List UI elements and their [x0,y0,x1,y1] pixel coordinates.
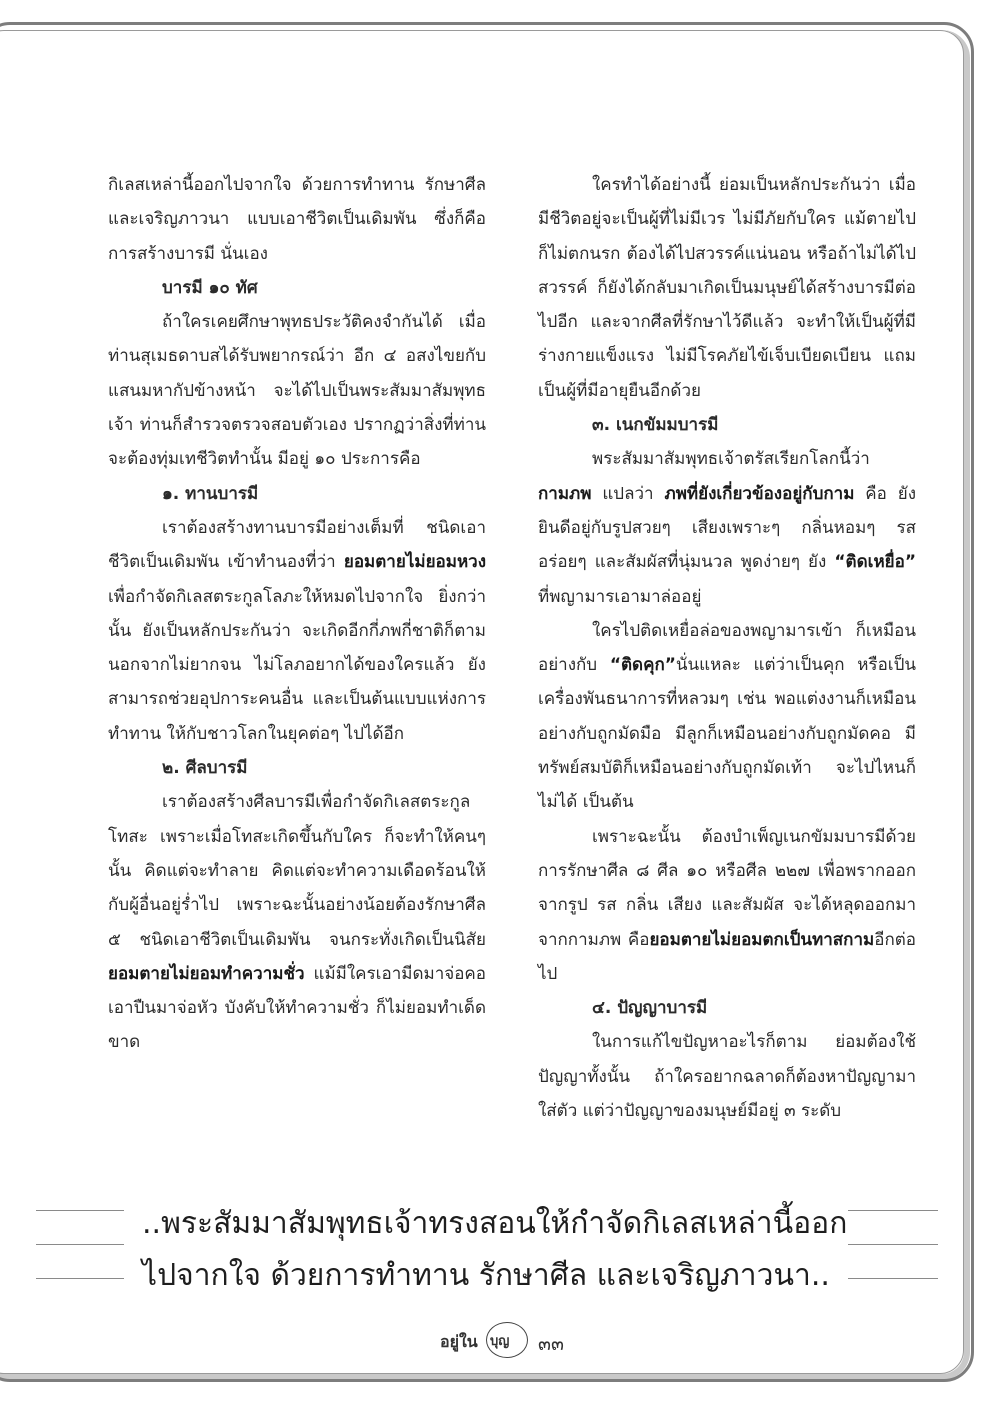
body-paragraph: ใครทำได้อย่างนี้ ย่อมเป็นหลักประกันว่า เมื่อมีชีวิตอยู่จะเป็นผู้ที่ไม่มีเวร ไม่มีภัยกับใคร แม้ตายไปก็ไม่ตกนรก ต้องได้ไปสวรรค์แน่นอน หรือถ้าไม่ได้ไปสวรรค์ ก็ยังได้กลับมาเกิดเป็นมนุษย์ได้สร้างบารมีต่อไปอีก และจากศีลที่รักษาไว้ดีแล้ว จะทำให้เป็นผู้ที่มีร่างกายแข็งแรง ไม่มีโรคภัยไข้เจ็บเบียดเบียน แถมเป็นผู้ที่มีอายุยืนอีกด้วย [538,175,916,401]
body-paragraph [538,614,916,820]
paragraph-text: ที่พญามารเอามาล่ออยู่ [538,586,702,607]
emphasis-text: กามภพ [538,483,592,504]
paragraph-text: พระสัมมาสัมพุทธเจ้าตรัสเรียกโลกนี้ว่า [592,449,870,470]
page-number: ๓๓ [538,1333,564,1355]
quote-rule [36,1278,124,1279]
section-heading: ๑. ทานบารมี [162,483,259,504]
paragraph-text: เราต้องสร้างศีลบารมีเพื่อกำจัดกิเลสตระกูลโทสะ เพราะเมื่อโทสะเกิดขึ้นกับใคร ก็จะทำให้คนๆ นั้น คิดแต่จะทำลาย คิดแต่จะทำความเดือดร้อนให้กับผู้อื่นอยู่ร่ำไป เพราะฉะนั้นอย่างน้อยต้องรักษาศีล ๕ ชนิดเอาชีวิตเป็นเดิมพัน จนกระทั่งเกิดเป็นนิสัย [108,792,486,950]
section-heading: ๓. เนกขัมมบารมี [592,415,719,436]
body-paragraph: ถ้าใครเคยศึกษาพุทธประวัติคงจำกันได้ เมื่อท่านสุเมธดาบสได้รับพยากรณ์ว่า อีก ๔ อสงไขยกับแสนมหากัปข้างหน้า จะได้ไปเป็นพระสัมมาสัมพุทธเจ้า ท่านก็สำรวจตรวจสอบตัวเอง ปรากฏว่าสิ่งที่ท่านจะต้องทุ่มเทชีวิตทำนั้น มีอยู่ ๑๐ ประการคือ [108,312,486,470]
paragraph-text: แปลว่า [591,483,665,504]
emphasis-text: ยอมตายไม่ยอมหวง [343,552,486,573]
paragraph-text: เพื่อกำจัดกิเลสตระกูลโลภะให้หมดไปจากใจ ยิ่งกว่านั้น ยังเป็นหลักประกันว่า จะเกิดอีกกี่ภพกี่ชาติก็ตาม นอกจากไม่ยากจน ไม่โลภอยากได้ของใครแล้ว ยังสามารถช่วยอุปการะคนอื่น และเป็นต้นแบบแห่งการทำทาน ให้กับชาวโลกในยุคต่อๆ ไปได้อีก [108,586,486,744]
body-paragraph [108,511,486,751]
page-footer [440,1322,600,1362]
paragraph-text: ใครไปติดเหยื่อล่อของพญามารเข้า ก็เหมือนอย่างกับ [538,620,916,676]
right-column [538,168,916,1128]
pull-quote-line-2: ไปจากใจ ด้วยการทำทาน รักษาศีล และเจริญภาวนา.. [142,1258,830,1293]
paragraph-text: เราต้องสร้างทานบารมีอย่างเต็มที่ ชนิดเอาชีวิตเป็นเดิมพัน เข้าทำนองที่ว่า [108,517,486,573]
magazine-logo-text: อยู่ใน [440,1332,478,1351]
quote-rule [848,1244,938,1245]
left-column [108,168,486,1060]
pull-quote [0,1200,1000,1295]
quote-rule [848,1210,938,1211]
body-paragraph: กิเลสเหล่านี้ออกไปจากใจ ด้วยการทำทาน รักษาศีล และเจริญภาวนา แบบเอาชีวิตเป็นเดิมพัน ซึ่งก็คือ การสร้างบารมี นั่นเอง [108,175,486,264]
section-heading: ๔. ปัญญาบารมี [592,998,708,1019]
paragraph-text: อีกต่อไป [538,929,916,984]
quote-rule [36,1210,124,1211]
body-paragraph: ในการแก้ไขปัญหาอะไรก็ตาม ย่อมต้องใช้ปัญญาทั้งนั้น ถ้าใครอยากฉลาดก็ต้องหาปัญญามาใส่ตัว แต่ว่าปัญญาของมนุษย์มีอยู่ ๓ ระดับ [538,1032,916,1122]
quote-rule [36,1244,124,1245]
emphasis-text: ภพที่ยังเกี่ยวข้องอยู่กับกาม [664,483,855,504]
paragraph-text: เพราะฉะนั้น ต้องบำเพ็ญเนกขัมมบารมีด้วยการรักษาศีล ๘ ศีล ๑๐ หรือศีล ๒๒๗ เพื่อพรากออกจากรูป รส กลิ่น เสียง และสัมผัส จะได้หลุดออกมาจากกามภพ คือ [538,826,916,950]
paragraph-text: คือ ยังยินดีอยู่กับรูปสวยๆ เสียงเพราะๆ กลิ่นหอมๆ รสอร่อยๆ และสัมผัสที่นุ่มนวล พูดง่ายๆ ยัง [538,483,916,573]
paragraph-text: แม้มีใครเอามีดมาจ่อคอ เอาปืนมาจ่อหัว บังคับให้ทำความชั่ว ก็ไม่ยอมทำเด็ดขาด [108,963,486,1053]
magazine-logo-circle-text: บุญ [490,1334,510,1349]
section-heading: ๒. ศีลบารมี [162,758,248,779]
quote-rule [848,1278,938,1279]
body-paragraph [538,820,916,991]
emphasis-text: ยอมตายไม่ยอมตกเป็นทาสกาม [649,929,875,950]
emphasis-text: ยอมตายไม่ยอมทำความชั่ว [108,963,305,984]
pull-quote-line-1: ..พระสัมมาสัมพุทธเจ้าทรงสอนให้กำจัดกิเลสเหล่านี้ออก [142,1206,848,1241]
emphasis-text: “ติดคุก” [609,655,676,676]
emphasis-text: “ติดเหยื่อ” [834,552,916,573]
body-paragraph [538,442,916,613]
paragraph-text: นั่นแหละ แต่ว่าเป็นคุก หรือเป็นเครื่องพันธนาการที่หลวมๆ เช่น พอแต่งงานก็เหมือนอย่างกับถูกมัดมือ มีลูกก็เหมือนอย่างกับถูกมัดคอ มีทรัพย์สมบัติก็เหมือนอย่างกับถูกมัดเท้า จะไปไหนก็ไม่ได้ เป็นต้น [538,655,916,813]
section-heading: บารมี ๑๐ ทัศ [162,277,258,298]
body-paragraph [108,785,486,1059]
